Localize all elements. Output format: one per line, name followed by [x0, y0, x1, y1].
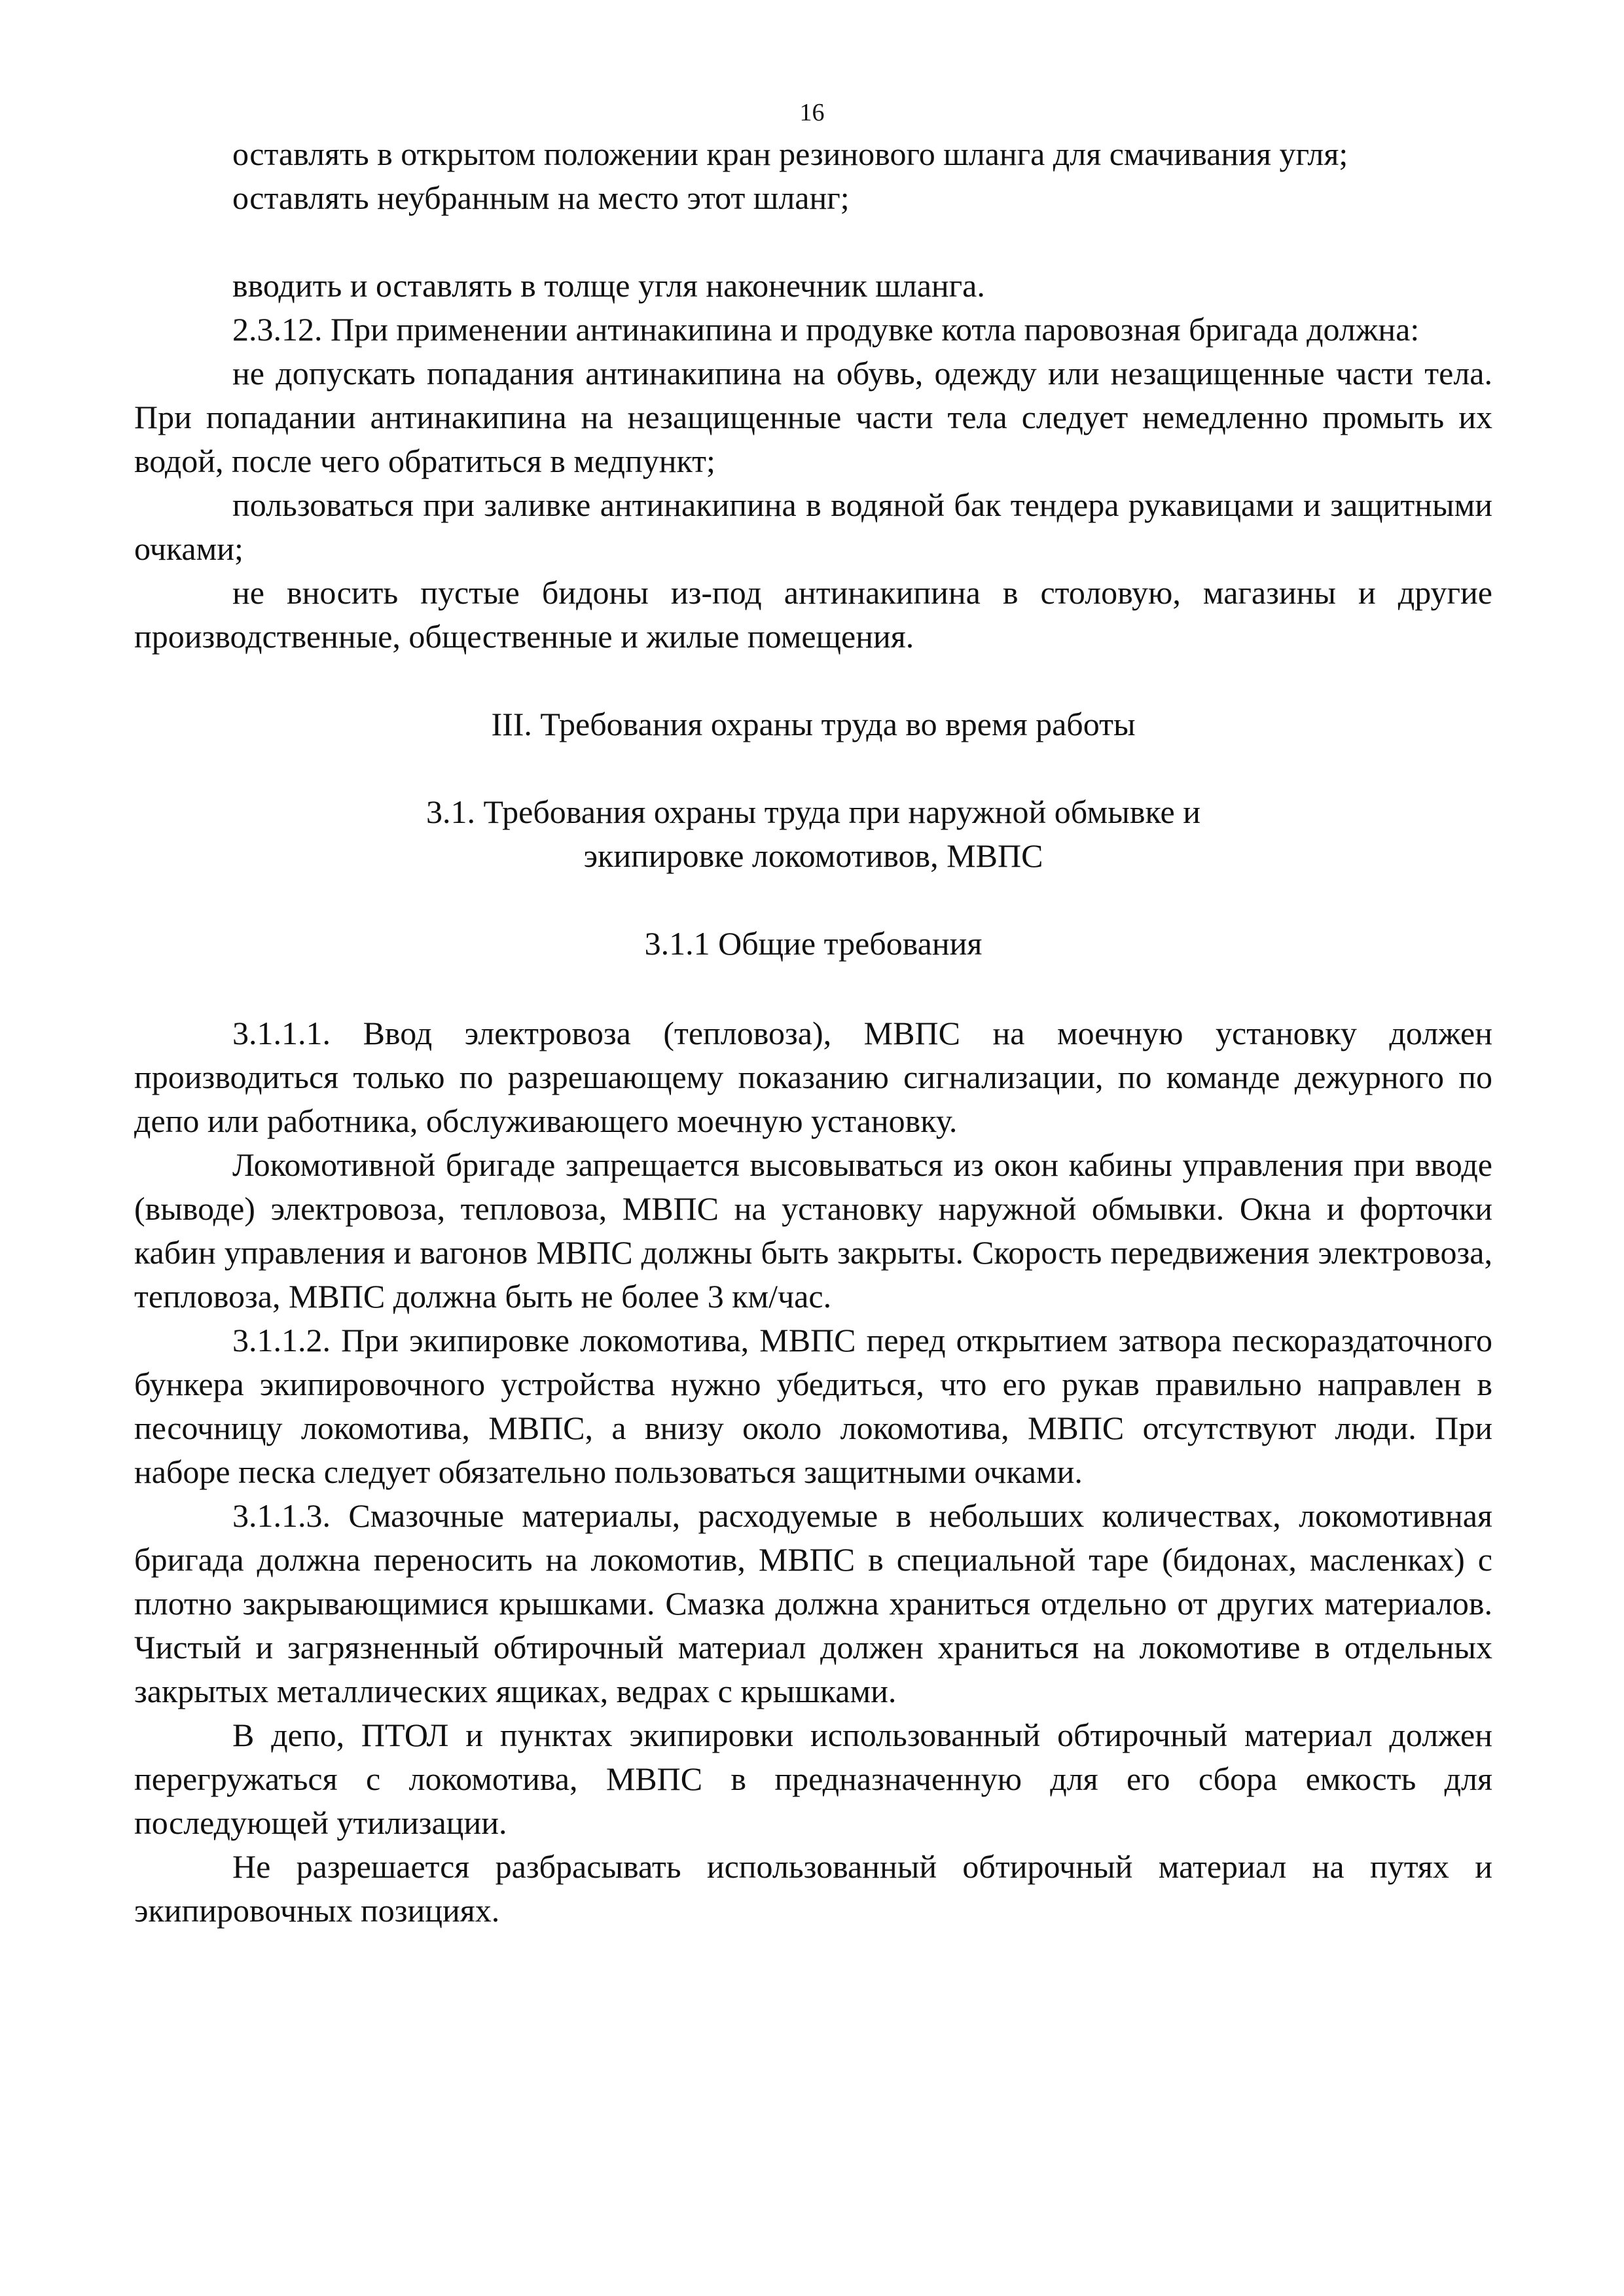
- paragraph: Локомотивной бригаде запрещается высовываться из окон кабины управления при вводе (выводе) электровоза, тепловоза, МВПС на установку наружной обмывки. Окна и форточки кабин управления и вагонов МВПС должны быть закрыты. Скорость передвижения электровоза, тепловоза, МВПС должна быть не более 3 км/час.: [134, 1146, 1492, 1315]
- blank-line: [134, 659, 1492, 702]
- blank-line: [134, 966, 1492, 1011]
- section-heading: III. Требования охраны труда во время работы: [491, 706, 1136, 742]
- paragraph: не допускать попадания антинакипина на обувь, одежду или незащищенные части тела. При попадании антинакипина на незащищенные части тела следует немедленно промыть их водой, после чего обратиться в медпункт;: [134, 355, 1492, 479]
- paragraph: Не разрешается разбрасывать использованный обтирочный материал на путях и экипировочных позициях.: [134, 1848, 1492, 1929]
- page-number: 16: [799, 99, 825, 126]
- blank-line: [134, 220, 1492, 264]
- subsection-heading-line: 3.1. Требования охраны труда при наружной обмывке и: [425, 793, 1200, 830]
- paragraph: оставлять в открытом положении кран резинового шланга для смачивания угля;: [232, 136, 1348, 172]
- subsection-heading: [134, 790, 1492, 878]
- subsubsection-heading: 3.1.1 Общие требования: [644, 925, 983, 962]
- paragraph: 3.1.1.3. Смазочные материалы, расходуемые в небольших количествах, локомотивная бригада должна переносить на локомотив, МВПС в специальной таре (бидонах, масленках) с плотно закрывающимися крышками. Смазка должна храниться отдельно от других материалов. Чистый и загрязненный обтирочный материал должен храниться на локомотиве в отдельных закрытых металлических ящиках, ведрах с крышками.: [134, 1497, 1492, 1709]
- document-body: [134, 132, 1492, 1933]
- blank-line: [134, 746, 1492, 790]
- paragraph: не вносить пустые бидоны из-под антинакипина в столовую, магазины и другие производственные, общественные и жилые помещения.: [134, 574, 1492, 655]
- paragraph: В депо, ПТОЛ и пунктах экипировки использованный обтирочный материал должен перегружаться с локомотива, МВПС в предназначенную для его сбора емкость для последующей утилизации.: [134, 1717, 1492, 1841]
- paragraph: 3.1.1.1. Ввод электровоза (тепловоза), МВПС на моечную установку должен производиться только по разрешающему показанию сигнализации, по команде дежурного по депо или работника, обслуживающего моечную установку.: [134, 1015, 1492, 1139]
- paragraph: пользоваться при заливке антинакипина в водяной бак тендера рукавицами и защитными очками;: [134, 486, 1492, 567]
- paragraph: 2.3.12. При применении антинакипина и продувке котла паровозная бригада должна:: [232, 311, 1420, 348]
- paragraph: вводить и оставлять в толще угля наконечник шланга.: [232, 267, 985, 304]
- paragraph: 3.1.1.2. При экипировке локомотива, МВПС перед открытием затвора пескораздаточного бункера экипировочного устройства нужно убедиться, что его рукав правильно направлен в песочницу локомотива, МВПС, а внизу около локомотива, МВПС отсутствуют люди. При наборе песка следует обязательно пользоваться защитными очками.: [134, 1322, 1492, 1490]
- paragraph: оставлять неубранным на место этот шланг;: [232, 179, 850, 216]
- subsection-heading-line: экипировке локомотивов, МВПС: [583, 837, 1043, 874]
- blank-line: [134, 878, 1492, 922]
